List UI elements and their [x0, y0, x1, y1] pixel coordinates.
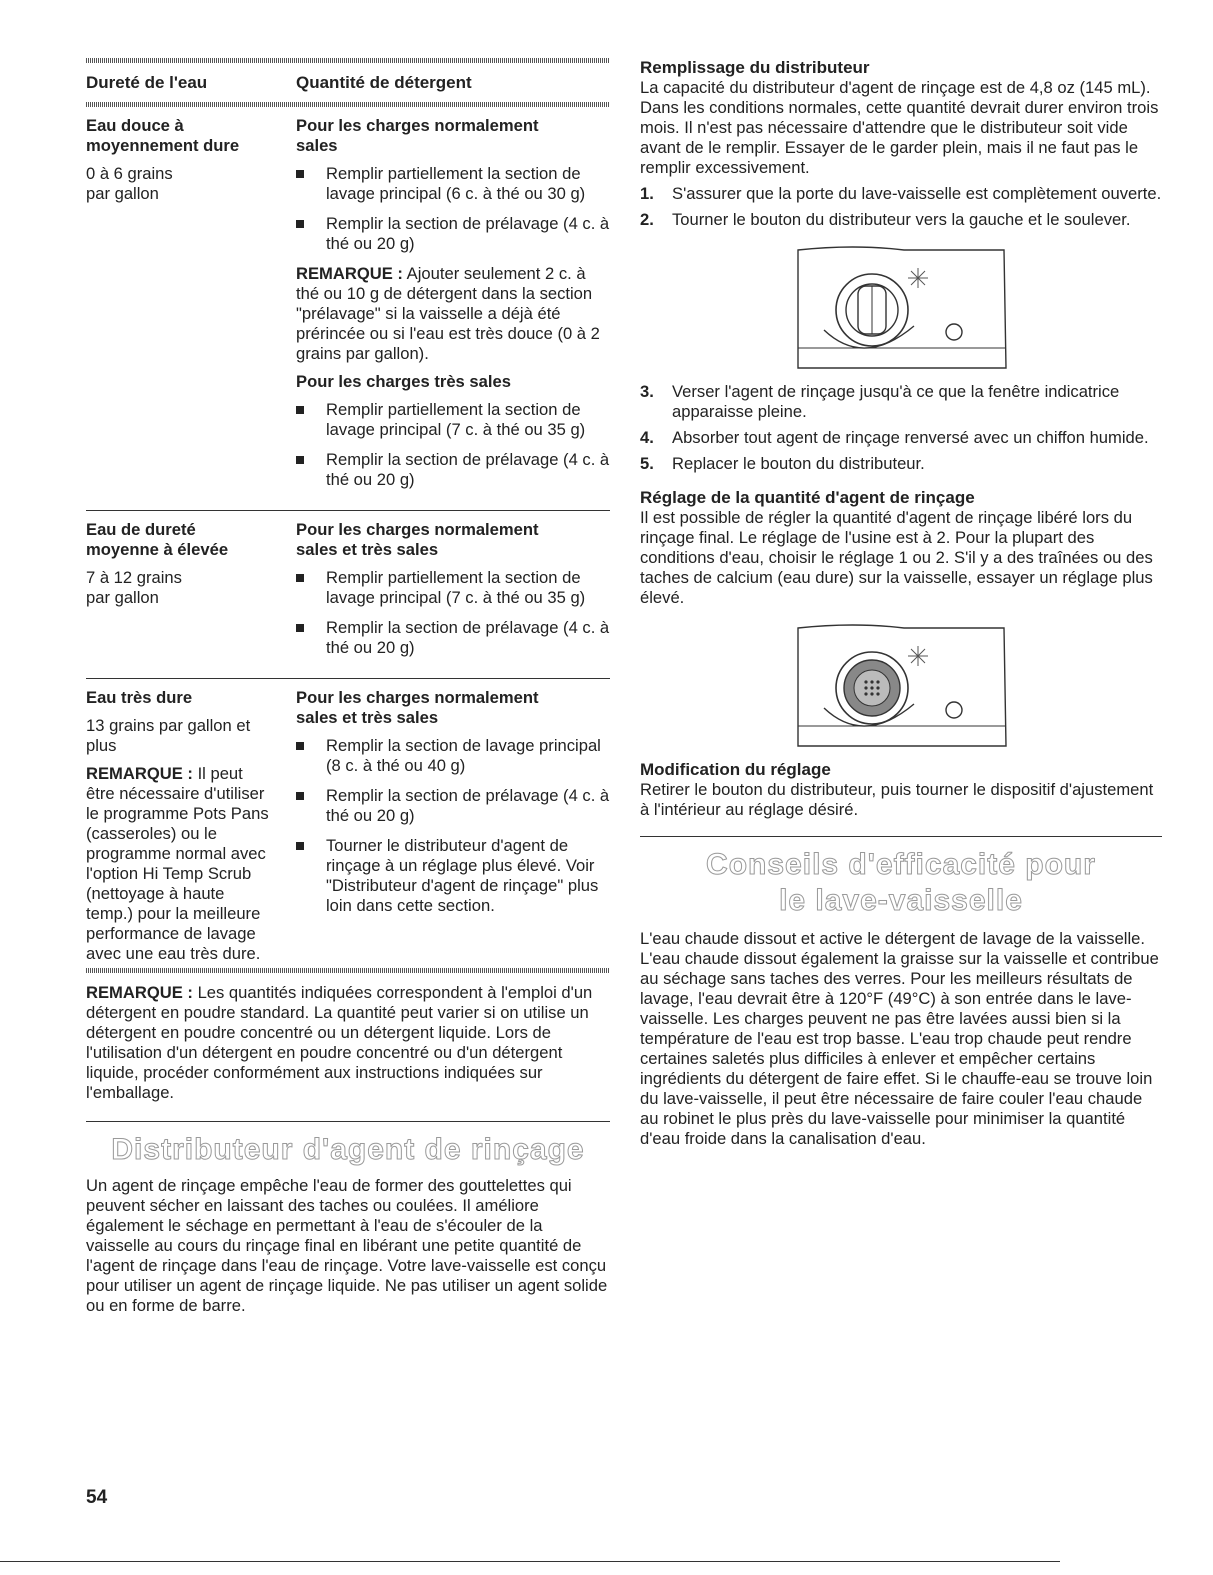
- step-text: S'assurer que la porte du lave-vaisselle est complètement ouverte.: [672, 184, 1162, 203]
- note-label: REMARQUE :: [86, 983, 193, 1002]
- steps-list: [640, 382, 1162, 474]
- tips-title-line1: Conseils d'efficacité pour: [706, 848, 1096, 881]
- detergent-cell: [296, 688, 610, 964]
- note: [86, 764, 270, 964]
- list-item: [640, 428, 1162, 448]
- hardness-title: Eau douce à moyennement dure: [86, 116, 240, 155]
- list-item: Remplir la section de prélavage (4 c. à thé ou 20 g): [296, 214, 610, 254]
- list-item: [640, 382, 1162, 422]
- load-title: Pour les charges normalement sales et très sales: [296, 520, 539, 559]
- load-title: Pour les charges normalement sales et très sales: [296, 688, 539, 727]
- header-detergent: Quantité de détergent: [296, 73, 472, 92]
- list-item: Remplir partiellement la section de lavage principal (6 c. à thé ou 30 g): [296, 164, 610, 204]
- bullet-list: [296, 164, 610, 254]
- page-number: 54: [86, 1487, 108, 1508]
- table-row: [86, 107, 610, 511]
- left-column: [86, 58, 610, 1316]
- list-item: Remplir partiellement la section de lavage principal (7 c. à thé ou 35 g): [296, 568, 610, 608]
- hardness-range: 13 grains par gallon et plus: [86, 716, 251, 755]
- rinse-intro: Un agent de rinçage empêche l'eau de former des gouttelettes qui peuvent sécher en laissant des taches ou coulées. Il améliore également le séchage en permettant à l'eau de s'écouler de la vaisselle au cours du rinçage final en libérant une petite quantité de l'agent de rinçage dans l'eau de rinçage. Votre lave-vaisselle est conçu pour utiliser un agent de rinçage liquide. Ne pas utiliser un agent solide ou en forme de barre.: [86, 1176, 608, 1315]
- adjust-body: Il est possible de régler la quantité d'agent de rinçage libéré lors du rinçage final. Le réglage de l'usine est à 2. Pour la plupart des conditions d'eau, choisir le réglage 1 ou 2. S'il y a des traînées ou des taches de calcium (eau dure) sur la vaisselle, essayer un réglage plus élevé.: [640, 508, 1153, 607]
- right-column: [640, 58, 1162, 1149]
- note-text: Il peut être nécessaire d'utiliser le programme Pots Pans (casseroles) ou le programme normal avec l'option Hi Temp Scrub (nettoyage à haute temp.) pour la meilleure performance de lavage avec une eau très dure.: [86, 764, 269, 963]
- sun-icon: [908, 646, 928, 666]
- section-title-rinse: Distributeur d'agent de rinçage: [111, 1133, 585, 1166]
- section-title-tips: [640, 847, 1162, 919]
- step-text: Replacer le bouton du distributeur.: [672, 454, 925, 473]
- step-number: 1.: [640, 184, 654, 203]
- list-item: Tourner le distributeur d'agent de rinçage à un réglage plus élevé. Voir "Distributeur d'agent de rinçage" plus loin dans cette section.: [296, 836, 610, 916]
- filling-intro: La capacité du distributeur d'agent de rinçage est de 4,8 oz (145 mL). Dans les conditions normales, cette quantité devrait durer environ trois mois. Il n'est pas nécessaire d'attendre que le distributeur soit vide avant de le remplir. Essayer de le garder plein, mais il ne faut pas le remplir excessivement.: [640, 78, 1159, 177]
- dispenser-adjust-illustration: [794, 622, 1008, 748]
- tips-title-line2: le lave-vaisselle: [779, 884, 1023, 917]
- hardness-range: 0 à 6 grains par gallon: [86, 164, 173, 203]
- load-title: Pour les charges normalement sales: [296, 116, 539, 155]
- load-title: Pour les charges très sales: [296, 372, 511, 391]
- table-row: [86, 679, 610, 968]
- heading-adjust: Réglage de la quantité d'agent de rinçage: [640, 488, 975, 507]
- list-item: [640, 454, 1162, 474]
- dispenser-illustration: [794, 244, 1008, 370]
- general-note: [86, 983, 610, 1103]
- hardness-title: Eau très dure: [86, 688, 193, 707]
- detergent-cell: [296, 116, 610, 500]
- list-item: Remplir la section de prélavage (4 c. à thé ou 20 g): [296, 618, 610, 658]
- step-number: 3.: [640, 382, 654, 401]
- list-item: [640, 210, 1162, 230]
- note-text: Ajouter seulement 2 c. à thé ou 10 g de détergent dans la section "prélavage" si la vaisselle a déjà été prérincée ou si l'eau est très douce (0 à 2 grains par gallon).: [296, 264, 600, 363]
- hardness-cell: [86, 116, 296, 500]
- step-number: 4.: [640, 428, 654, 447]
- sun-icon: [908, 268, 928, 288]
- bullet-list: [296, 736, 610, 916]
- step-number: 2.: [640, 210, 654, 229]
- heading-modify: Modification du réglage: [640, 760, 831, 779]
- step-text: Verser l'agent de rinçage jusqu'à ce que la fenêtre indicatrice apparaisse pleine.: [672, 382, 1120, 421]
- step-text: Tourner le bouton du distributeur vers la gauche et le soulever.: [672, 210, 1131, 229]
- heading-filling: Remplissage du distributeur: [640, 58, 870, 77]
- list-item: Remplir la section de prélavage (4 c. à thé ou 20 g): [296, 450, 610, 490]
- note-text: Les quantités indiquées correspondent à l'emploi d'un détergent en poudre standard. La quantité peut varier si on utilise un détergent en poudre concentré ou un détergent liquide. Lors de l'utilisation d'un détergent en poudre concentré ou d'un détergent liquide, procéder conformément aux instructions indiquées sur l'emballage.: [86, 983, 593, 1102]
- tips-body: L'eau chaude dissout et active le détergent de lavage de la vaisselle. L'eau chaude dissout également la graisse sur la vaisselle et contribue au séchage sans taches des verres. Pour les meilleurs résultats de lavage, l'eau devrait être à 120°F (49°C) à son entrée dans le lave-vaisselle. Les charges peuvent ne pas être lavées aussi bien si la température de l'eau est trop basse. L'eau trop chaude peut rendre certaines saletés plus difficiles à enlever et empêcher certains ingrédients du détergent de faire effet. Si le chauffe-eau se trouve loin du lave-vaisselle, il peut être nécessaire de faire couler l'eau chaude au robinet le plus près du lave-vaisselle pour minimiser la quantité d'eau froide dans la canalisation d'eau.: [640, 929, 1159, 1148]
- hardness-cell: [86, 688, 296, 964]
- list-item: [640, 184, 1162, 204]
- step-text: Absorber tout agent de rinçage renversé avec un chiffon humide.: [672, 428, 1149, 447]
- section-rule: [640, 836, 1162, 837]
- list-item: Remplir la section de lavage principal (8 c. à thé ou 40 g): [296, 736, 610, 776]
- table-row: [86, 511, 610, 679]
- table-bottom-rule: [86, 968, 610, 973]
- step-number: 5.: [640, 454, 654, 473]
- dispenser-open-drawing: [794, 244, 1008, 370]
- note-label: REMARQUE :: [296, 264, 403, 283]
- dispenser-adjust-drawing: [794, 622, 1008, 748]
- hardness-cell: [86, 520, 296, 668]
- bullet-list: [296, 568, 610, 658]
- list-item: Remplir la section de prélavage (4 c. à thé ou 20 g): [296, 786, 610, 826]
- steps-list: [640, 184, 1162, 230]
- hardness-range: 7 à 12 grains par gallon: [86, 568, 182, 607]
- note: [296, 264, 610, 364]
- note-label: REMARQUE :: [86, 764, 193, 783]
- bullet-list: [296, 400, 610, 490]
- detergent-cell: [296, 520, 610, 668]
- section-rule: [86, 1121, 610, 1122]
- table-header: [86, 63, 610, 102]
- footer-rule: [0, 1561, 1060, 1562]
- header-hardness: Dureté de l'eau: [86, 73, 208, 92]
- hardness-title: Eau de dureté moyenne à élevée: [86, 520, 229, 559]
- list-item: Remplir partiellement la section de lavage principal (7 c. à thé ou 35 g): [296, 400, 610, 440]
- modify-body: Retirer le bouton du distributeur, puis tourner le dispositif d'ajustement à l'intérieur au réglage désiré.: [640, 780, 1154, 819]
